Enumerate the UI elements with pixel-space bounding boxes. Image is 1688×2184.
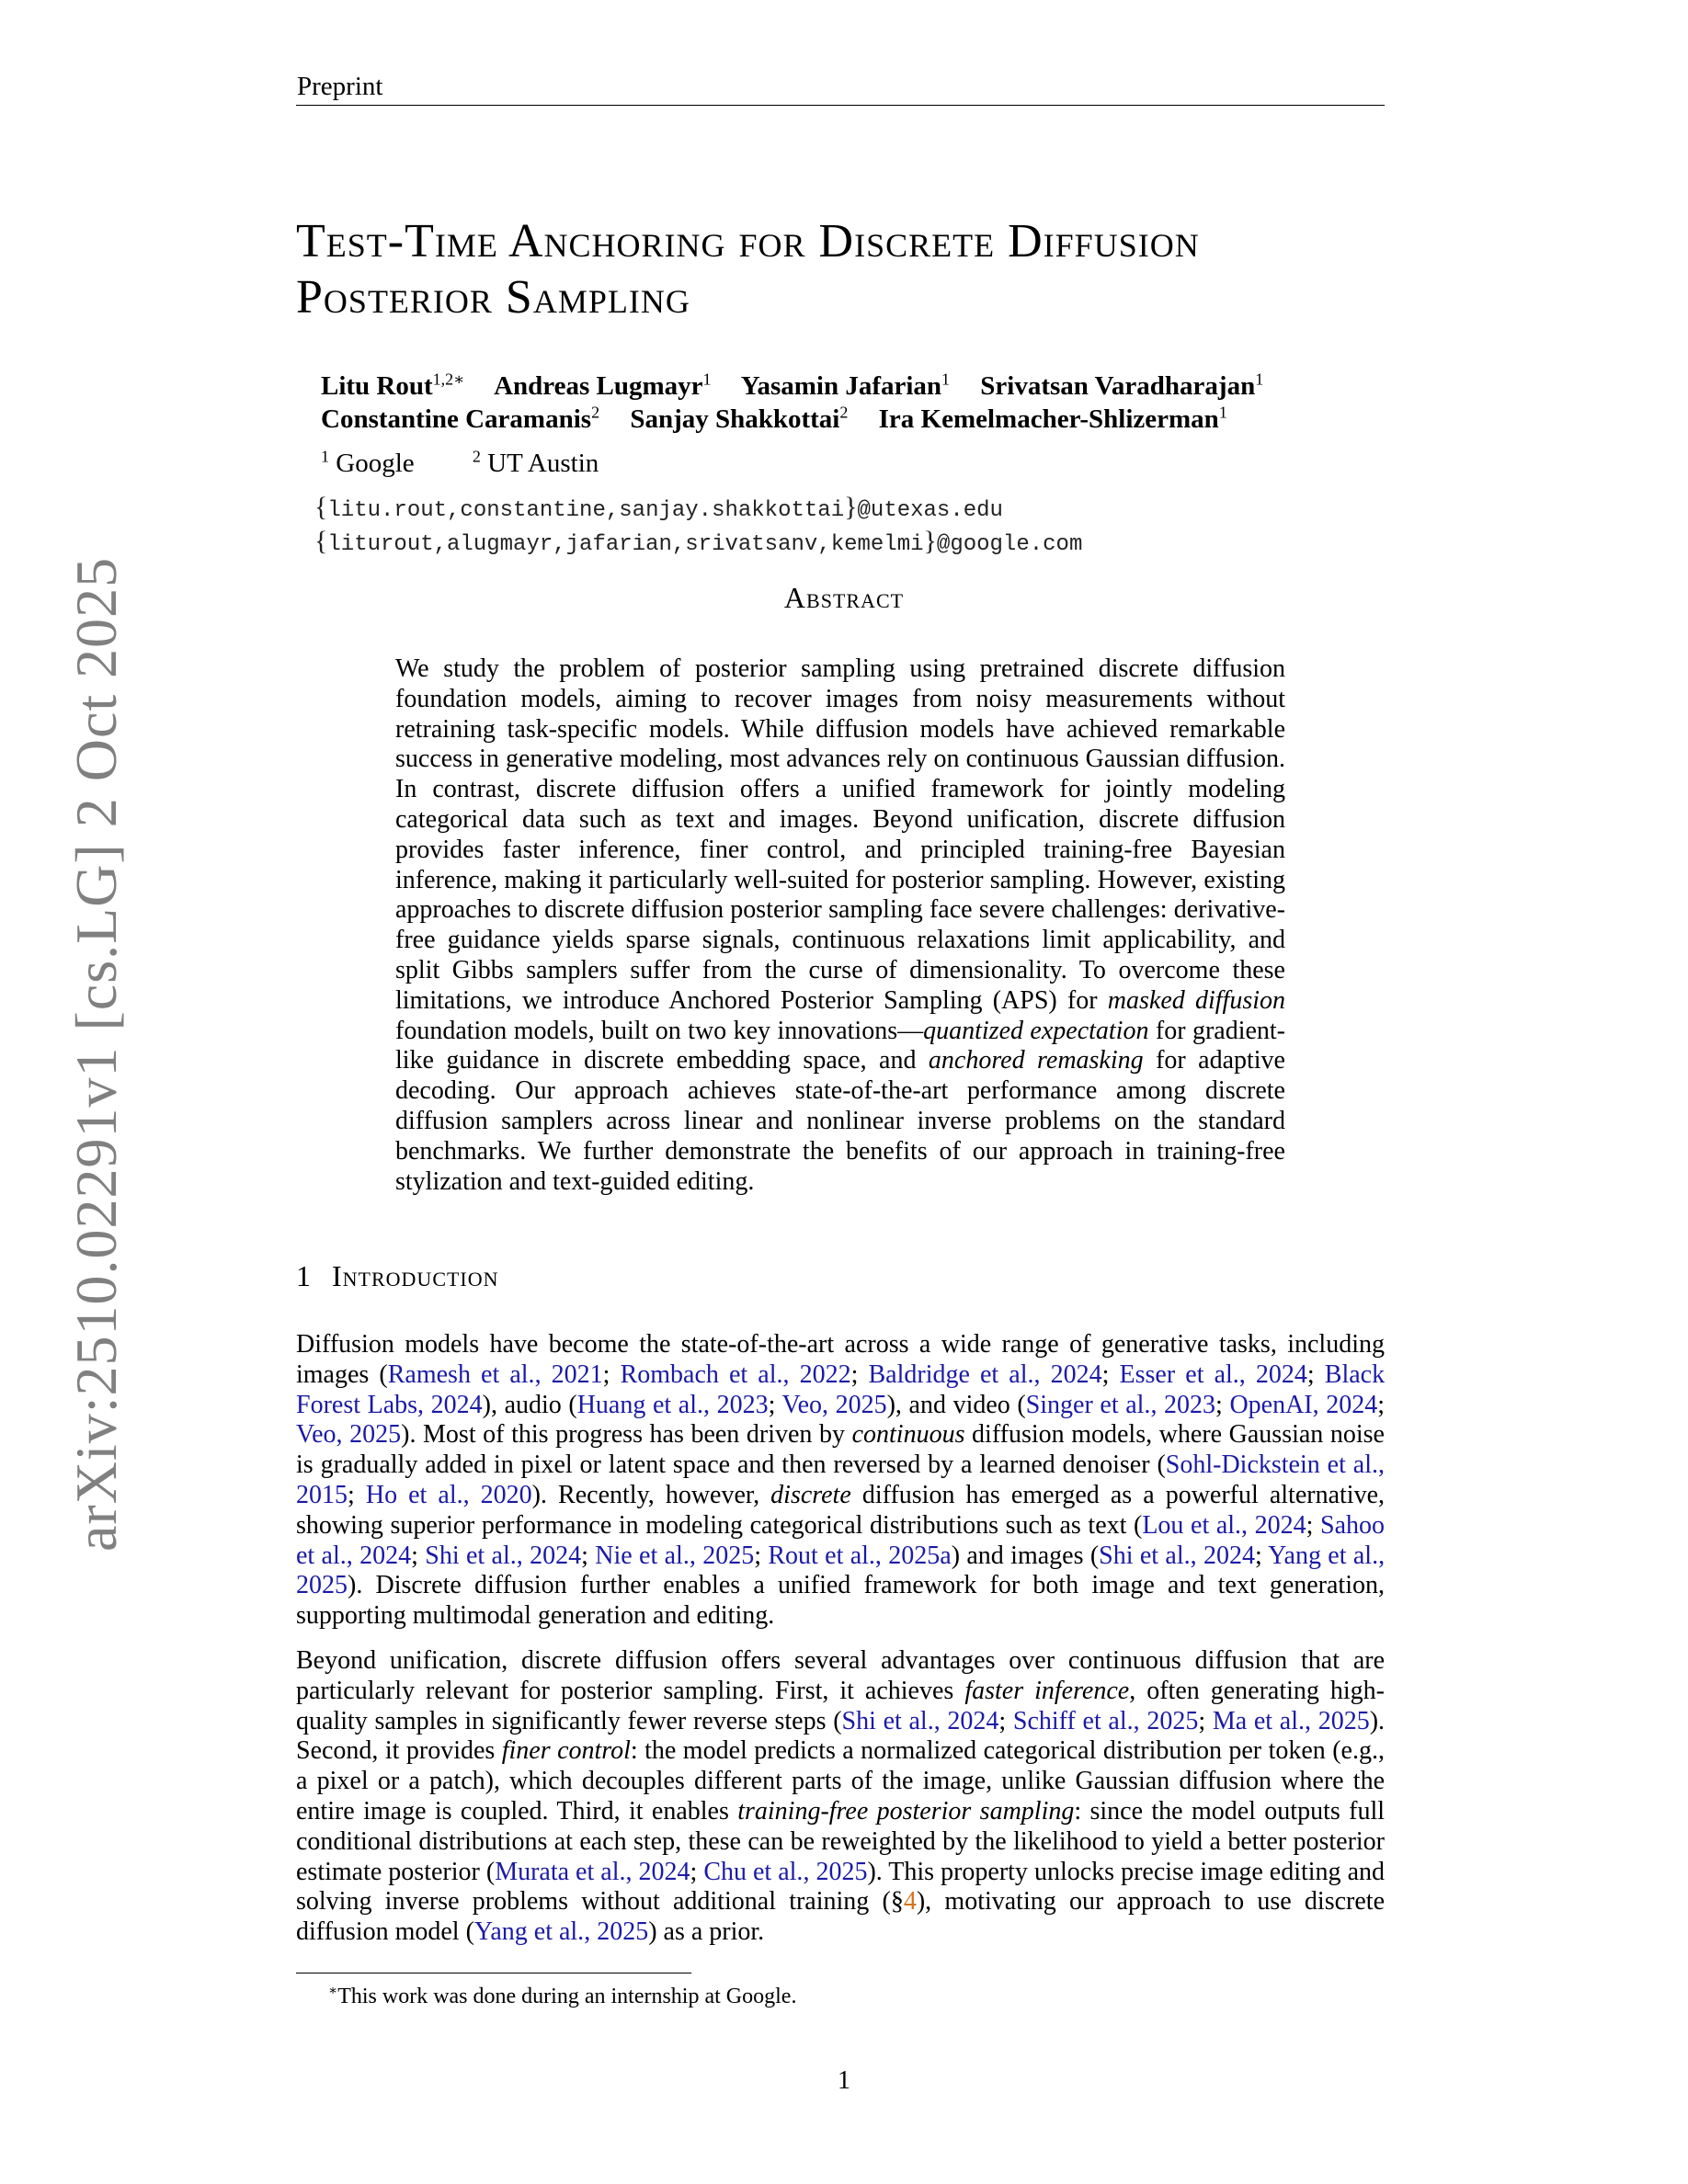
paper-title: Test-Time Anchoring for Discrete Diffusion Posterior Sampling (296, 215, 1200, 324)
footnote-rule (296, 1973, 691, 1974)
abstract-body: We study the problem of posterior sampling using pretrained discrete diffusion foundation models, aiming to recover images from noisy measurements without retraining task-specific models. While diffusion models have achieved remarkable success in generative modeling, most advances rely on continuous Gaussian diffusion. In contrast, discrete diffusion offers a unified framework for jointly modeling categorical data such as text and images. Beyond unification, discrete diffusion provides faster inference, finer control, and principled training-free Bayesian inference, making it particularly well-suited for posterior sampling. However, existing approaches to discrete diffusion posterior sampling face severe challenges: derivative-free guidance yields sparse signals, continuous relaxations limit applicability, and split Gibbs samplers suffer from the curse of dimensionality. To overcome these limitations, we introduce Anchored Posterior Sampling (APS) for masked diffusion foundation models, built on two key innovations—quantized expectation for gradient-like guidance in discrete embedding space, and anchored remasking for adaptive decoding. Our approach achieves state-of-the-art performance among discrete diffusion samplers across linear and nonlinear inverse problems on the standard benchmarks. We further demonstrate the benefits of our approach in training-free stylization and text-guided editing. (395, 654, 1286, 1196)
author-list (321, 370, 1378, 436)
page-number: 1 (838, 2066, 850, 2095)
citation-link[interactable]: Veo, 2025 (296, 1420, 402, 1450)
citation-link[interactable]: Chu et al., 2025 (703, 1857, 868, 1886)
affiliations (321, 449, 650, 479)
author: Ira Kemelmacher-Shlizerman$^1$ (878, 403, 1227, 434)
citation-link[interactable]: Shi et al., 2024 (425, 1541, 582, 1570)
citation-link[interactable]: Black Forest Labs, 2024 (296, 1359, 1386, 1419)
citation-link[interactable]: Singer et al., 2023 (1025, 1390, 1216, 1419)
email-line[interactable]: {litu.rout,constantine,sanjay.shakkottai}@utexas.edu (314, 492, 1003, 523)
citation-link[interactable]: Sohl-Dickstein et al., 2015 (296, 1450, 1385, 1509)
citation-link[interactable]: Esser et al., 2024 (1119, 1359, 1307, 1389)
citation-link[interactable]: Ramesh et al., 2021 (387, 1359, 603, 1389)
intro-paragraph-2: Beyond unification, discrete diffusion offers several advantages over continuous diffusion that are particularly relevant for posterior sampling. First, it achieves faster inference, often generating high-quality samples in significantly fewer reverse steps (Shi et al., 2024; Schiff et al., 2025; Ma et al., 2025). Second, it provides finer control: the model predicts a normalized categorical distribution per token (e.g., a pixel or a patch), which decouples different parts of the image, unlike Gaussian diffusion where the entire image is coupled. Third, it enables training-free posterior sampling: since the model outputs full conditional distributions at each step, these can be reweighted by the likelihood to yield a better posterior estimate posterior (Murata et al., 2024; Chu et al., 2025). This property unlocks precise image editing and solving inverse problems without additional training (§4), motivating our approach to use discrete diffusion model (Yang et al., 2025) as a prior. (296, 1646, 1386, 1947)
citation-link[interactable]: OpenAI, 2024 (1229, 1390, 1378, 1419)
author: Yasamin Jafarian$^1$ (740, 370, 951, 401)
author: Litu Rout$^{1,2∗}$ (321, 370, 465, 401)
author: Constantine Caramanis$^2$ (321, 403, 600, 434)
footnote: ∗This work was done during an internship at Google. (328, 1984, 797, 2008)
email-line[interactable]: {liturout,alugmayr,jafarian,srivatsanv,kemelmi}@google.com (314, 526, 1083, 557)
author: Sanjay Shakkottai$^2$ (630, 403, 849, 434)
header-rule (296, 105, 1385, 106)
affiliation: $^1$ Google (321, 447, 415, 478)
section-ref-link[interactable]: 4 (903, 1887, 917, 1917)
citation-link[interactable]: Ma et al., 2025 (1212, 1706, 1370, 1735)
citation-link[interactable]: Rout et al., 2025a (768, 1541, 952, 1570)
email-block (314, 492, 1082, 560)
citation-link[interactable]: Shi et al., 2024 (841, 1706, 999, 1735)
citation-link[interactable]: Ho et al., 2020 (365, 1480, 532, 1509)
intro-paragraph-1: Diffusion models have become the state-of-the-art across a wide range of generative tasks, including images (Ramesh et al., 2021; Rombach et al., 2022; Baldridge et al., 2024; Esser et al., 2024; Black Forest Labs, 2024), audio (Huang et al., 2023; Veo, 2025), and video (Singer et al., 2023; OpenAI, 2024; Veo, 2025). Most of this progress has been driven by continuous diffusion models, where Gaussian noise is gradually added in pixel or latent space and then reversed by a learned denoiser (Sohl-Dickstein et al., 2015; Ho et al., 2020). Recently, however, discrete diffusion has emerged as a powerful alternative, showing superior performance in modeling categorical distributions such as text (Lou et al., 2024; Sahoo et al., 2024; Shi et al., 2024; Nie et al., 2025; Rout et al., 2025a) and images (Shi et al., 2024; Yang et al., 2025). Discrete diffusion further enables a unified framework for both image and text generation, supporting multimodal generation and editing. (296, 1330, 1386, 1631)
citation-link[interactable]: Murata et al., 2024 (495, 1857, 690, 1886)
running-header: Preprint (297, 72, 383, 101)
author: Andreas Lugmayr$^1$ (494, 370, 712, 401)
affiliation: $^2$ UT Austin (472, 447, 599, 478)
abstract-heading: Abstract (783, 581, 905, 614)
citation-link[interactable]: Schiff et al., 2025 (1012, 1706, 1199, 1735)
citation-link[interactable]: Yang et al., 2025 (473, 1917, 649, 1947)
citation-link[interactable]: Nie et al., 2025 (595, 1541, 755, 1570)
citation-link[interactable]: Baldridge et al., 2024 (868, 1359, 1102, 1389)
citation-link[interactable]: Huang et al., 2023 (576, 1390, 769, 1419)
arxiv-stamp: arXiv:2510.02291v1 [cs.LG] 2 Oct 2025 (63, 556, 129, 1552)
section-heading: 1 Introduction (296, 1259, 499, 1292)
citation-link[interactable]: Rombach et al., 2022 (620, 1359, 851, 1389)
citation-link[interactable]: Lou et al., 2024 (1142, 1510, 1306, 1540)
citation-link[interactable]: Veo, 2025 (781, 1390, 887, 1419)
citation-link[interactable]: Sahoo et al., 2024 (296, 1510, 1385, 1570)
citation-link[interactable]: Yang et al., 2025 (296, 1541, 1386, 1600)
author: Srivatsan Varadharajan$^1$ (980, 370, 1264, 401)
citation-link[interactable]: Shi et al., 2024 (1099, 1541, 1255, 1570)
